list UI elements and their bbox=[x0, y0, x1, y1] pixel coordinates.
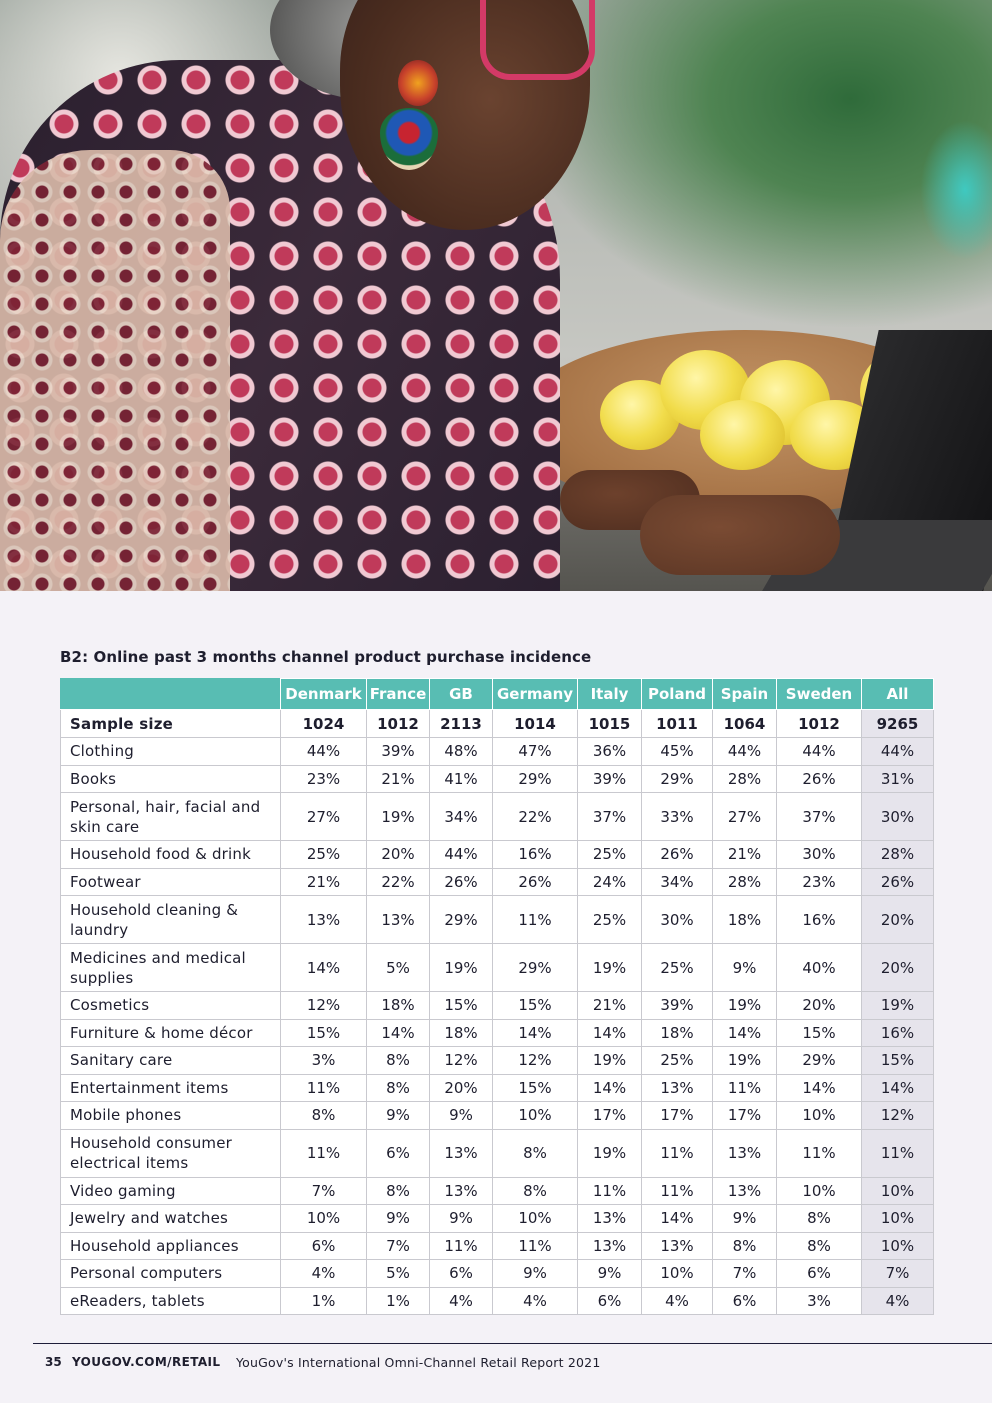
row-label: Jewelry and watches bbox=[61, 1205, 281, 1233]
row-label: Furniture & home décor bbox=[61, 1019, 281, 1047]
table-cell: 17% bbox=[713, 1102, 777, 1130]
table-cell: 10% bbox=[862, 1177, 934, 1205]
table-cell: 15% bbox=[862, 1047, 934, 1075]
table-cell: 13% bbox=[367, 896, 430, 944]
table-cell: 1% bbox=[281, 1287, 367, 1315]
table-cell: 21% bbox=[281, 868, 367, 896]
table-cell: 15% bbox=[777, 1019, 862, 1047]
table-row bbox=[61, 944, 934, 992]
table-cell: 1012 bbox=[367, 710, 430, 738]
table-cell: 13% bbox=[430, 1129, 493, 1177]
table-cell: 19% bbox=[367, 793, 430, 841]
footer-site-link[interactable]: YOUGOV.COM/RETAIL bbox=[72, 1355, 221, 1369]
table-cell: 2113 bbox=[430, 710, 493, 738]
table-cell: 11% bbox=[430, 1232, 493, 1260]
row-label: Entertainment items bbox=[61, 1074, 281, 1102]
table-cell: 21% bbox=[713, 841, 777, 869]
table-row bbox=[61, 765, 934, 793]
column-header: France bbox=[367, 679, 430, 710]
page-number: 35 bbox=[45, 1355, 62, 1369]
table-cell: 11% bbox=[281, 1074, 367, 1102]
column-header: Italy bbox=[578, 679, 642, 710]
table-cell: 13% bbox=[713, 1129, 777, 1177]
table-cell: 9% bbox=[493, 1260, 578, 1288]
table-cell: 1% bbox=[367, 1287, 430, 1315]
row-label: Clothing bbox=[61, 738, 281, 766]
table-cell: 39% bbox=[642, 992, 713, 1020]
table-cell: 13% bbox=[578, 1205, 642, 1233]
table-cell: 8% bbox=[713, 1232, 777, 1260]
table-cell: 44% bbox=[430, 841, 493, 869]
table-cell: 28% bbox=[862, 841, 934, 869]
table-cell: 25% bbox=[281, 841, 367, 869]
table-cell: 20% bbox=[862, 944, 934, 992]
column-header: Spain bbox=[713, 679, 777, 710]
table-cell: 10% bbox=[862, 1205, 934, 1233]
table-cell: 44% bbox=[862, 738, 934, 766]
table-cell: 7% bbox=[862, 1260, 934, 1288]
row-label: Sample size bbox=[61, 710, 281, 738]
row-label: Video gaming bbox=[61, 1177, 281, 1205]
table-cell: 9% bbox=[713, 944, 777, 992]
table-cell: 1012 bbox=[777, 710, 862, 738]
table-cell: 25% bbox=[578, 841, 642, 869]
table-cell: 30% bbox=[642, 896, 713, 944]
report-title: YouGov's International Omni-Channel Retail Report 2021 bbox=[236, 1355, 601, 1370]
table-cell: 27% bbox=[713, 793, 777, 841]
table-cell: 16% bbox=[493, 841, 578, 869]
table-cell: 28% bbox=[713, 765, 777, 793]
table-cell: 7% bbox=[713, 1260, 777, 1288]
table-cell: 3% bbox=[777, 1287, 862, 1315]
table-cell: 15% bbox=[430, 992, 493, 1020]
table-row bbox=[61, 896, 934, 944]
table-cell: 4% bbox=[281, 1260, 367, 1288]
table-cell: 34% bbox=[430, 793, 493, 841]
table-cell: 8% bbox=[777, 1205, 862, 1233]
table-cell: 39% bbox=[578, 765, 642, 793]
table-row bbox=[61, 868, 934, 896]
table-cell: 4% bbox=[430, 1287, 493, 1315]
table-cell: 15% bbox=[281, 1019, 367, 1047]
table-cell: 17% bbox=[642, 1102, 713, 1130]
table-cell: 10% bbox=[777, 1177, 862, 1205]
table-cell: 1024 bbox=[281, 710, 367, 738]
table-cell: 44% bbox=[281, 738, 367, 766]
table-cell: 47% bbox=[493, 738, 578, 766]
table-cell: 25% bbox=[642, 1047, 713, 1075]
table-cell: 7% bbox=[281, 1177, 367, 1205]
table-row bbox=[61, 1019, 934, 1047]
table-cell: 5% bbox=[367, 1260, 430, 1288]
table-cell: 11% bbox=[862, 1129, 934, 1177]
table-cell: 29% bbox=[493, 944, 578, 992]
table-cell: 8% bbox=[367, 1177, 430, 1205]
table-cell: 13% bbox=[642, 1074, 713, 1102]
table-cell: 45% bbox=[642, 738, 713, 766]
table-cell: 26% bbox=[493, 868, 578, 896]
table-cell: 6% bbox=[713, 1287, 777, 1315]
table-cell: 20% bbox=[367, 841, 430, 869]
table-cell: 29% bbox=[493, 765, 578, 793]
table-cell: 18% bbox=[642, 1019, 713, 1047]
table-cell: 10% bbox=[862, 1232, 934, 1260]
table-cell: 4% bbox=[862, 1287, 934, 1315]
table-cell: 14% bbox=[281, 944, 367, 992]
table-row bbox=[61, 738, 934, 766]
table-cell: 16% bbox=[862, 1019, 934, 1047]
table-title: B2: Online past 3 months channel product purchase incidence bbox=[60, 648, 592, 666]
table-cell: 7% bbox=[367, 1232, 430, 1260]
table-cell: 10% bbox=[493, 1102, 578, 1130]
table-cell: 20% bbox=[430, 1074, 493, 1102]
column-header: Poland bbox=[642, 679, 713, 710]
row-label: Household cleaning & laundry bbox=[61, 896, 281, 944]
row-label: Household food & drink bbox=[61, 841, 281, 869]
table-row bbox=[61, 1129, 934, 1177]
purchase-incidence-table bbox=[60, 678, 934, 1315]
table-cell: 29% bbox=[642, 765, 713, 793]
table-cell: 5% bbox=[367, 944, 430, 992]
table-cell: 40% bbox=[777, 944, 862, 992]
table-cell: 4% bbox=[493, 1287, 578, 1315]
row-label: Medicines and medical supplies bbox=[61, 944, 281, 992]
table-cell: 19% bbox=[578, 1129, 642, 1177]
table-cell: 18% bbox=[713, 896, 777, 944]
table-row bbox=[61, 1232, 934, 1260]
table-cell: 29% bbox=[430, 896, 493, 944]
table-cell: 8% bbox=[281, 1102, 367, 1130]
table-cell: 13% bbox=[713, 1177, 777, 1205]
table-cell: 37% bbox=[578, 793, 642, 841]
table-row bbox=[61, 992, 934, 1020]
table-cell: 13% bbox=[430, 1177, 493, 1205]
table-cell: 12% bbox=[430, 1047, 493, 1075]
table-cell: 11% bbox=[493, 896, 578, 944]
table-cell: 20% bbox=[862, 896, 934, 944]
table-cell: 28% bbox=[713, 868, 777, 896]
table-cell: 19% bbox=[713, 1047, 777, 1075]
table-cell: 8% bbox=[367, 1047, 430, 1075]
table-cell: 25% bbox=[578, 896, 642, 944]
table-cell: 1064 bbox=[713, 710, 777, 738]
table-cell: 19% bbox=[430, 944, 493, 992]
table-cell: 19% bbox=[713, 992, 777, 1020]
table-cell: 16% bbox=[777, 896, 862, 944]
table-cell: 26% bbox=[862, 868, 934, 896]
table-cell: 8% bbox=[367, 1074, 430, 1102]
table-cell: 10% bbox=[642, 1260, 713, 1288]
table-cell: 14% bbox=[777, 1074, 862, 1102]
table-cell: 14% bbox=[578, 1019, 642, 1047]
table-cell: 1011 bbox=[642, 710, 713, 738]
table-cell: 9% bbox=[578, 1260, 642, 1288]
table-cell: 9% bbox=[430, 1102, 493, 1130]
table-cell: 44% bbox=[777, 738, 862, 766]
table-cell: 6% bbox=[281, 1232, 367, 1260]
table-cell: 24% bbox=[578, 868, 642, 896]
table-row bbox=[61, 1205, 934, 1233]
table-cell: 12% bbox=[281, 992, 367, 1020]
table-cell: 9265 bbox=[862, 710, 934, 738]
row-label: Books bbox=[61, 765, 281, 793]
table-cell: 11% bbox=[642, 1129, 713, 1177]
table-row bbox=[61, 1260, 934, 1288]
column-header: Germany bbox=[493, 679, 578, 710]
table-cell: 14% bbox=[367, 1019, 430, 1047]
table-row bbox=[61, 1074, 934, 1102]
table-cell: 12% bbox=[493, 1047, 578, 1075]
table-cell: 15% bbox=[493, 992, 578, 1020]
footer-divider bbox=[33, 1343, 992, 1344]
table-cell: 14% bbox=[578, 1074, 642, 1102]
table-cell: 39% bbox=[367, 738, 430, 766]
table-cell: 13% bbox=[281, 896, 367, 944]
table-cell: 27% bbox=[281, 793, 367, 841]
table-cell: 30% bbox=[777, 841, 862, 869]
table-row bbox=[61, 841, 934, 869]
table-cell: 25% bbox=[642, 944, 713, 992]
table-row bbox=[61, 1102, 934, 1130]
table-cell: 10% bbox=[281, 1205, 367, 1233]
table-cell: 14% bbox=[642, 1205, 713, 1233]
row-label: Sanitary care bbox=[61, 1047, 281, 1075]
table-cell: 11% bbox=[281, 1129, 367, 1177]
table-cell: 23% bbox=[777, 868, 862, 896]
table-row bbox=[61, 1047, 934, 1075]
row-label: Footwear bbox=[61, 868, 281, 896]
table-cell: 4% bbox=[642, 1287, 713, 1315]
table-cell: 6% bbox=[430, 1260, 493, 1288]
row-label: eReaders, tablets bbox=[61, 1287, 281, 1315]
table-cell: 12% bbox=[862, 1102, 934, 1130]
table-cell: 44% bbox=[713, 738, 777, 766]
table-cell: 34% bbox=[642, 868, 713, 896]
table-cell: 1014 bbox=[493, 710, 578, 738]
table-cell: 18% bbox=[367, 992, 430, 1020]
table-cell: 13% bbox=[642, 1232, 713, 1260]
table-cell: 48% bbox=[430, 738, 493, 766]
table-cell: 30% bbox=[862, 793, 934, 841]
table-cell: 10% bbox=[777, 1102, 862, 1130]
table-cell: 6% bbox=[777, 1260, 862, 1288]
table-cell: 41% bbox=[430, 765, 493, 793]
table-cell: 11% bbox=[642, 1177, 713, 1205]
table-cell: 11% bbox=[777, 1129, 862, 1177]
table-row bbox=[61, 1287, 934, 1315]
table-cell: 11% bbox=[493, 1232, 578, 1260]
table-cell: 26% bbox=[430, 868, 493, 896]
table-cell: 26% bbox=[777, 765, 862, 793]
column-header: Denmark bbox=[281, 679, 367, 710]
table-cell: 8% bbox=[493, 1129, 578, 1177]
table-cell: 14% bbox=[862, 1074, 934, 1102]
table-cell: 21% bbox=[578, 992, 642, 1020]
table-cell: 10% bbox=[493, 1205, 578, 1233]
row-label: Household appliances bbox=[61, 1232, 281, 1260]
table-cell: 20% bbox=[777, 992, 862, 1020]
table-cell: 14% bbox=[713, 1019, 777, 1047]
header-row bbox=[61, 679, 934, 710]
column-header: All bbox=[862, 679, 934, 710]
row-label: Personal, hair, facial and skin care bbox=[61, 793, 281, 841]
column-header: GB bbox=[430, 679, 493, 710]
table-row bbox=[61, 1177, 934, 1205]
hero-photo bbox=[0, 0, 992, 591]
table-cell: 19% bbox=[578, 1047, 642, 1075]
row-label: Cosmetics bbox=[61, 992, 281, 1020]
table-cell: 3% bbox=[281, 1047, 367, 1075]
table-cell: 18% bbox=[430, 1019, 493, 1047]
column-header: Sweden bbox=[777, 679, 862, 710]
table-cell: 9% bbox=[367, 1205, 430, 1233]
table-cell: 29% bbox=[777, 1047, 862, 1075]
table-cell: 23% bbox=[281, 765, 367, 793]
table-cell: 6% bbox=[367, 1129, 430, 1177]
table-cell: 9% bbox=[430, 1205, 493, 1233]
row-label: Household consumer electrical items bbox=[61, 1129, 281, 1177]
table-cell: 9% bbox=[367, 1102, 430, 1130]
table-cell: 1015 bbox=[578, 710, 642, 738]
table-cell: 22% bbox=[493, 793, 578, 841]
table-cell: 11% bbox=[578, 1177, 642, 1205]
table-cell: 21% bbox=[367, 765, 430, 793]
table-cell: 31% bbox=[862, 765, 934, 793]
row-label: Mobile phones bbox=[61, 1102, 281, 1130]
table-cell: 6% bbox=[578, 1287, 642, 1315]
table-cell: 33% bbox=[642, 793, 713, 841]
table-cell: 19% bbox=[862, 992, 934, 1020]
sample-size-row bbox=[61, 710, 934, 738]
table-cell: 37% bbox=[777, 793, 862, 841]
table-cell: 11% bbox=[713, 1074, 777, 1102]
table-cell: 8% bbox=[493, 1177, 578, 1205]
header-corner bbox=[61, 679, 281, 710]
table-cell: 9% bbox=[713, 1205, 777, 1233]
table-cell: 36% bbox=[578, 738, 642, 766]
table-cell: 13% bbox=[578, 1232, 642, 1260]
table-cell: 15% bbox=[493, 1074, 578, 1102]
row-label: Personal computers bbox=[61, 1260, 281, 1288]
table-cell: 19% bbox=[578, 944, 642, 992]
table-cell: 14% bbox=[493, 1019, 578, 1047]
table-cell: 8% bbox=[777, 1232, 862, 1260]
table-cell: 17% bbox=[578, 1102, 642, 1130]
table-cell: 22% bbox=[367, 868, 430, 896]
table-row bbox=[61, 793, 934, 841]
table-cell: 26% bbox=[642, 841, 713, 869]
